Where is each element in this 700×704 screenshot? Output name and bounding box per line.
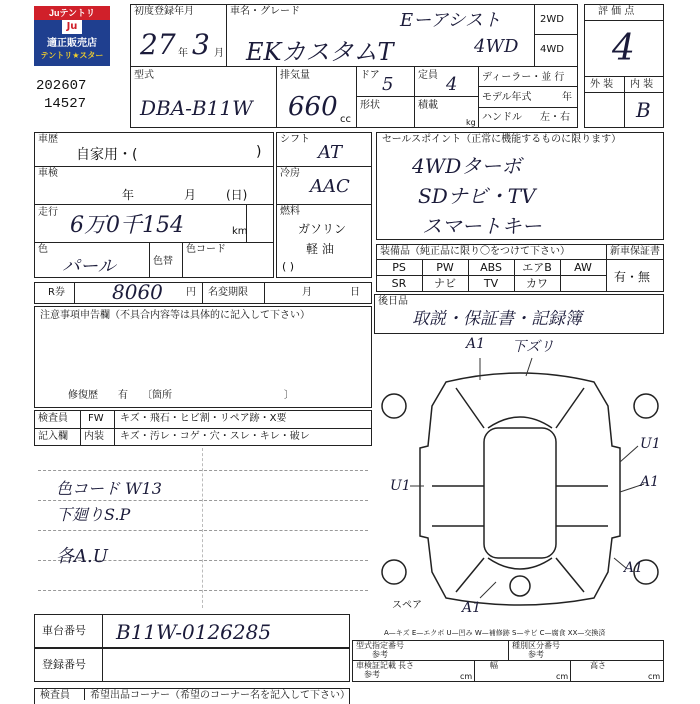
logo-line2: テントリ★スター	[40, 51, 104, 60]
chassis-label: 車台番号	[42, 624, 86, 637]
spare-label: スペア	[392, 600, 422, 611]
footer-inspector: 検査員	[40, 690, 70, 701]
kg-unit: kg	[466, 118, 476, 127]
aftermarket-label: 後日品	[378, 296, 408, 307]
repair-place-close: 〕	[284, 390, 294, 401]
diagram-mark-7: A1	[462, 600, 482, 616]
shift-label: シフト	[280, 134, 310, 145]
logo-line1: 適正販売店	[47, 38, 97, 49]
mileage-unit: km	[232, 226, 248, 237]
model-year-label: モデル年式	[482, 92, 532, 103]
inspector-note-2: 下廻りS.P	[56, 505, 131, 524]
model-label: 型式	[134, 70, 154, 81]
year-unit: 年	[178, 48, 188, 59]
inspector-fw: FW	[88, 413, 104, 424]
width-label: 幅	[490, 661, 498, 670]
load-label: 積載	[418, 100, 438, 111]
name-change-month: 月	[302, 287, 312, 298]
fuel-paren: ( )	[282, 260, 295, 273]
fuel-light-oil: 軽 油	[306, 242, 334, 256]
recycle-label: R券	[48, 287, 65, 298]
repair-value: 有	[118, 390, 128, 401]
fuel-gasoline: ガソリン	[298, 222, 347, 236]
recycle-box	[34, 282, 372, 304]
displacement-label: 排気量	[280, 70, 310, 81]
width-cm: cm	[556, 672, 569, 681]
sales-points-label: セールスポイント（正常に機能するものに限ります）	[382, 134, 622, 145]
handle-label: ハンドル	[482, 112, 522, 123]
equip-leather: カワ	[526, 277, 548, 290]
model-value: DBA-B11W	[140, 96, 253, 120]
notes-label: 注意事項申告欄（不具合内容等は具体的に記入して下さい）	[40, 310, 310, 321]
capacity-label: 定員	[418, 70, 438, 81]
color-code-label: 色コード	[186, 244, 226, 255]
memo-area	[34, 448, 372, 608]
car-name-label: 車名・グレード	[230, 6, 300, 17]
cc-unit: cc	[340, 114, 351, 125]
logo-ju: Ju	[62, 20, 82, 34]
capacity-value: 4	[446, 74, 458, 95]
diagram-mark-1: A1	[466, 336, 486, 352]
aftermarket-value: 取説・保証書・記録簿	[412, 309, 582, 329]
dims-label: 車検証記載	[356, 661, 396, 670]
ac-value: AAC	[310, 176, 350, 197]
repair-label: 修復歴	[68, 390, 98, 401]
logo-brand-top: Juテントリ	[34, 6, 110, 20]
history-label: 車歴	[38, 134, 58, 145]
height-label: 高さ	[590, 661, 606, 670]
equip-sr: SR	[391, 276, 407, 290]
category-label: 種別区分番号	[512, 641, 560, 650]
int-value: B	[636, 98, 651, 122]
dealer-label: ディーラー・並 行	[482, 72, 565, 83]
sales-point-1: 4WDターボ	[412, 154, 522, 178]
length-cm: cm	[460, 672, 473, 681]
equip-ps: PS	[392, 260, 406, 274]
inspector-note-3: 各A.U	[56, 546, 108, 567]
grade-label: 評 価 点	[598, 6, 635, 17]
history-value: 自家用・(	[76, 147, 138, 163]
inspector-inner: 内装	[84, 431, 104, 442]
logo	[34, 6, 110, 66]
month-unit: 月	[214, 48, 224, 59]
door-value: 5	[382, 74, 394, 95]
recycle-unit: 円	[186, 287, 196, 298]
door-label: ドア	[360, 70, 380, 81]
dims-ref: 参考	[364, 670, 380, 679]
grade-extra: Eーアシスト	[400, 10, 501, 31]
inspection-label: 車検	[38, 168, 58, 179]
aftermarket-box	[374, 294, 664, 334]
int-label: 内 装	[630, 79, 654, 90]
handle-value: 左・右	[540, 112, 570, 123]
sales-point-2: SDナビ・TV	[418, 184, 536, 208]
name-change-label: 名変期限	[208, 287, 248, 298]
repaint-label: 色替	[153, 256, 173, 267]
designated-label: 型式指定番号	[356, 641, 404, 650]
fuel-label: 燃料	[280, 206, 300, 217]
chassis-value: B11W-0126285	[116, 620, 272, 644]
grade-value: 4	[612, 28, 635, 69]
equip-airbag: エアB	[522, 261, 552, 274]
first-reg-label: 初度登録年月	[134, 6, 194, 17]
mileage-label: 走行	[38, 207, 58, 218]
designated-ref: 参考	[372, 650, 388, 659]
color-value: パール	[62, 256, 116, 277]
shape-label: 形状	[360, 100, 380, 111]
inspector-inner-text: キズ・汚レ・コゲ・穴・スレ・キレ・破レ	[120, 431, 310, 442]
warranty-value: 有・無	[614, 270, 651, 284]
inspector-fw-text: キズ・飛石・ヒビ割・リペア跡・X要	[120, 413, 287, 424]
inspection-year: 年	[122, 188, 135, 202]
inspector-label2: 記入欄	[38, 431, 68, 442]
sales-point-3: スマートキー	[422, 214, 542, 238]
model-year-char: 年	[562, 92, 572, 103]
first-reg-month: 3	[192, 28, 210, 61]
legend-text: A—キズ E—エクボ U—凹み W—補修跡 S—サビ C—腐食 XX—交換済	[384, 629, 606, 637]
repair-place: 〔箇所	[142, 390, 172, 401]
category-ref: 参考	[528, 650, 544, 659]
equip-tv: TV	[483, 276, 499, 290]
diagram-mark-3: U1	[640, 436, 661, 452]
equip-navi: ナビ	[434, 277, 456, 290]
history-close: )	[256, 144, 262, 160]
inspector-label1: 検査員	[38, 413, 68, 424]
recycle-value: 8060	[112, 280, 163, 304]
first-reg-year: 27	[140, 28, 176, 61]
two-wd: 2WD	[540, 14, 564, 25]
diagram-mark-2: 下ズリ	[512, 339, 554, 355]
inspection-month: 月	[184, 188, 197, 202]
warranty-label: 新車保証書	[610, 246, 660, 257]
shift-value: AT	[318, 142, 343, 163]
registration-label: 登録番号	[42, 658, 86, 671]
car-name-value: EKカスタムT	[246, 38, 394, 66]
sheet-id-1: 202607	[36, 78, 87, 94]
displacement-value: 660	[288, 92, 338, 122]
diagram-mark-4: A1	[640, 474, 660, 490]
equip-pw: PW	[436, 260, 454, 274]
equipment-label: 装備品（純正品に限り〇をつけて下さい）	[380, 246, 570, 257]
car-damage-diagram	[376, 336, 664, 616]
sheet-id-2: 14527	[44, 96, 87, 112]
four-wd: 4WD	[540, 44, 564, 55]
footer-corner: 希望出品コーナー（希望のコーナー名を記入して下さい）	[90, 690, 350, 701]
equip-aw: AW	[574, 260, 592, 274]
diagram-mark-5: U1	[390, 478, 411, 494]
color-label: 色	[38, 244, 48, 255]
equip-abs: ABS	[480, 260, 502, 274]
name-change-day: 日	[350, 287, 360, 298]
inspector-note-1: 色コード W13	[56, 479, 162, 498]
diagram-mark-6: A1	[624, 560, 644, 576]
drive-value: 4WD	[474, 36, 519, 57]
inspection-day: (日)	[226, 188, 248, 202]
mileage-value: 6万0千154	[70, 213, 184, 238]
ac-label: 冷房	[280, 168, 300, 179]
ext-label: 外 装	[590, 79, 614, 90]
height-cm: cm	[648, 672, 661, 681]
length-label: 長さ	[398, 661, 414, 670]
